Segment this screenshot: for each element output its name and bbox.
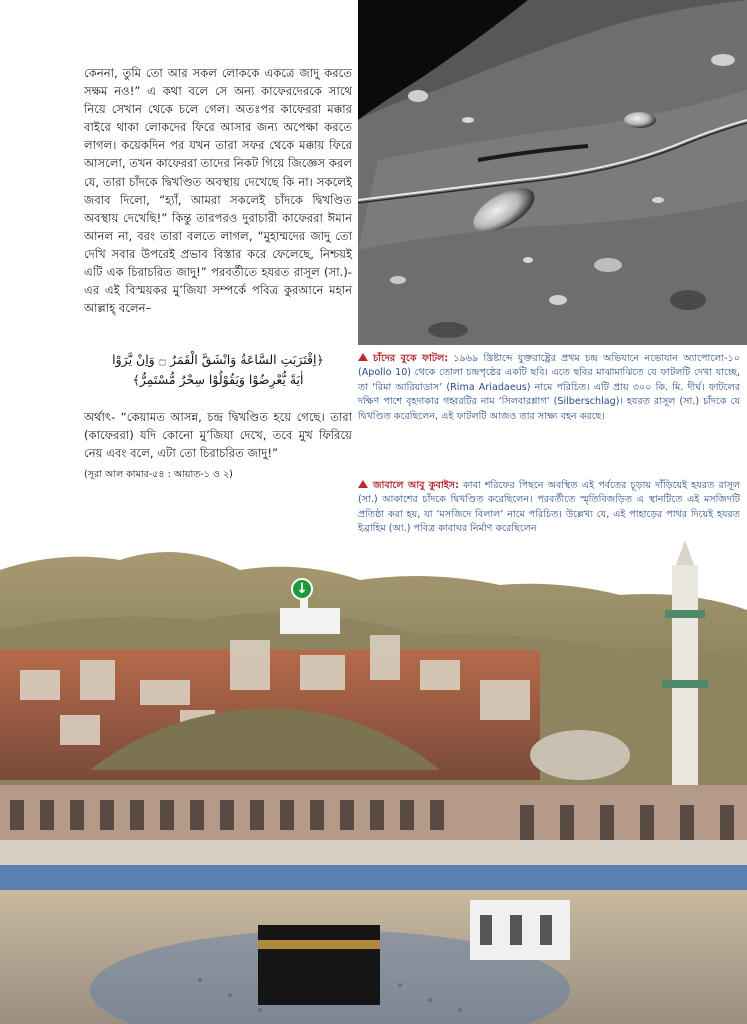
triangle-icon [358, 353, 368, 361]
moon-surface-illustration [358, 0, 747, 345]
triangle-icon [358, 480, 368, 488]
moon-caption [358, 352, 740, 424]
quran-verse [84, 350, 352, 390]
quran-verse-line-1: ﴿اِقْتَرَبَتِ السَّاعَةُ وَانْشَقَّ الْقَمَرُ ۝ وَاِنْ يَّرَوْا [112, 352, 324, 367]
mecca-illustration [0, 540, 747, 1024]
moon-caption-text: ১৯৬৯ খ্রিষ্টাব্দে যুক্তরাষ্ট্রের প্রথম চন্দ্র অভিযানে নভোযান অ্যাপোলো-১০ (Apollo 10) থেকে তোলা চন্দ্রপৃষ্ঠের একটি ছবি। এতে ছবির মাঝামাঝিতে যে ফাটলটি দেখা যাচ্ছে, তা ‘রিমা আরিয়াডাস’ (Rima Ariadaeus) নামে পরিচিত। এটি প্রায় ৩০০ কি. মি. দীর্ঘ। ফাটলের দক্ষিণ পাশে বৃহদাকার গহ্বরটির নাম ‘সিলবারশ্লাগ’ (Silberschlag)। হযরত রাসূল (সা.) চাঁদকে যে দ্বিখণ্ডিত করেছিলেন, এই ফাটলটি আজও তার সাক্ষ্য বহন করছে। [358, 353, 740, 422]
moon-photo [358, 0, 747, 345]
quran-verse-line-2: اٰيَةً يُّعْرِضُوْا وَيَقُوْلُوْا سِحْرٌ مُّسْتَمِرٌّ﴾ [132, 372, 304, 387]
mountain-caption [358, 479, 740, 537]
verse-translation: অর্থাৎ- “কেয়ামত আসন্ন, চন্দ্র দ্বিখণ্ডিত হয়ে গেছে। তারা (কাফেররা) যদি কোনো মু’জিযা দেখে, তবে মুখ ফিরিয়ে নেয় এবং বলে, এটা তো চিরাচরিত জাদু!” [84, 410, 352, 460]
mecca-photo [0, 540, 747, 1024]
body-paragraph: কেননা, তুমি তো আর সকল লোককে একত্রে জাদু করতে সক্ষম নও!” এ কথা বলে সে অন্য কাফেরদেরকে সাথে নিয়ে সেখান থেকে চলে গেল। অতঃপর কাফেররা মক্কার বাইরে থাকা লোকদের ফিরে আসার জন্য অপেক্ষা করতে লাগল। কয়েকদিন পর যখন তারা সফর থেকে মক্কায় ফিরে আসলো, তখন কাফেররা তাদের নিকট গিয়ে জিজ্ঞেস করল যে, তারা চাঁদকে দ্বিখণ্ডিত অবস্থায় দেখেছে কি না। সকলেই জবাব দিলো, “হ্যাঁ, আমরা সকলেই চাঁদকে দ্বিখণ্ডিত অবস্থায় দেখেছি!” কিন্তু তারপরও দুরাচারী কাফেররা ঈমান আনল না, বরং তারা বলতে লাগল, “মুহাম্মদের জাদু তো দেখি সবার উপরেই প্রভাব বিস্তার করে ফেলেছে, নিশ্চয়ই এটি এক চিরাচরিত জাদু!” পরবর্তীতে হযরত রাসূল (সা.)-এর এই বিস্ময়কর মু’জিযা সম্পর্কে পবিত্র কুরআনে মহান আল্লাহ্ বলেন– [84, 66, 352, 316]
mountain-caption-title: জাবালে আবু কুবাইস: [373, 480, 459, 491]
verse-reference: (সূরা আল কামার-৫৪ : আয়াত-১ ও ২) [84, 469, 233, 480]
moon-caption-title: চাঁদের বুকে ফাটল: [373, 353, 449, 364]
mountain-caption-text: কাবা শরিফের পিছনে অবস্থিত এই পর্বতের চূড়ায় দাঁড়িয়েই হযরত রাসূল (সা.) আকাশের চাঁদকে দ্বিখণ্ডিত করেছিলেন। পরবর্তীতে স্মৃতিবিজড়িত এ স্থানটিতে এই মসজিদটি প্রতিষ্ঠা করা হয়, যা ‘মসজিদে বিলাল’ নামে পরিচিত। উল্লেখ্য যে, এই পাহাড়ের পাথর দিয়েই হযরত ইব্রাহিম (আ.) পবিত্র কাবাঘর নির্মাণ করেছিলেন [358, 480, 740, 535]
down-arrow-icon: ↓ [291, 578, 313, 600]
